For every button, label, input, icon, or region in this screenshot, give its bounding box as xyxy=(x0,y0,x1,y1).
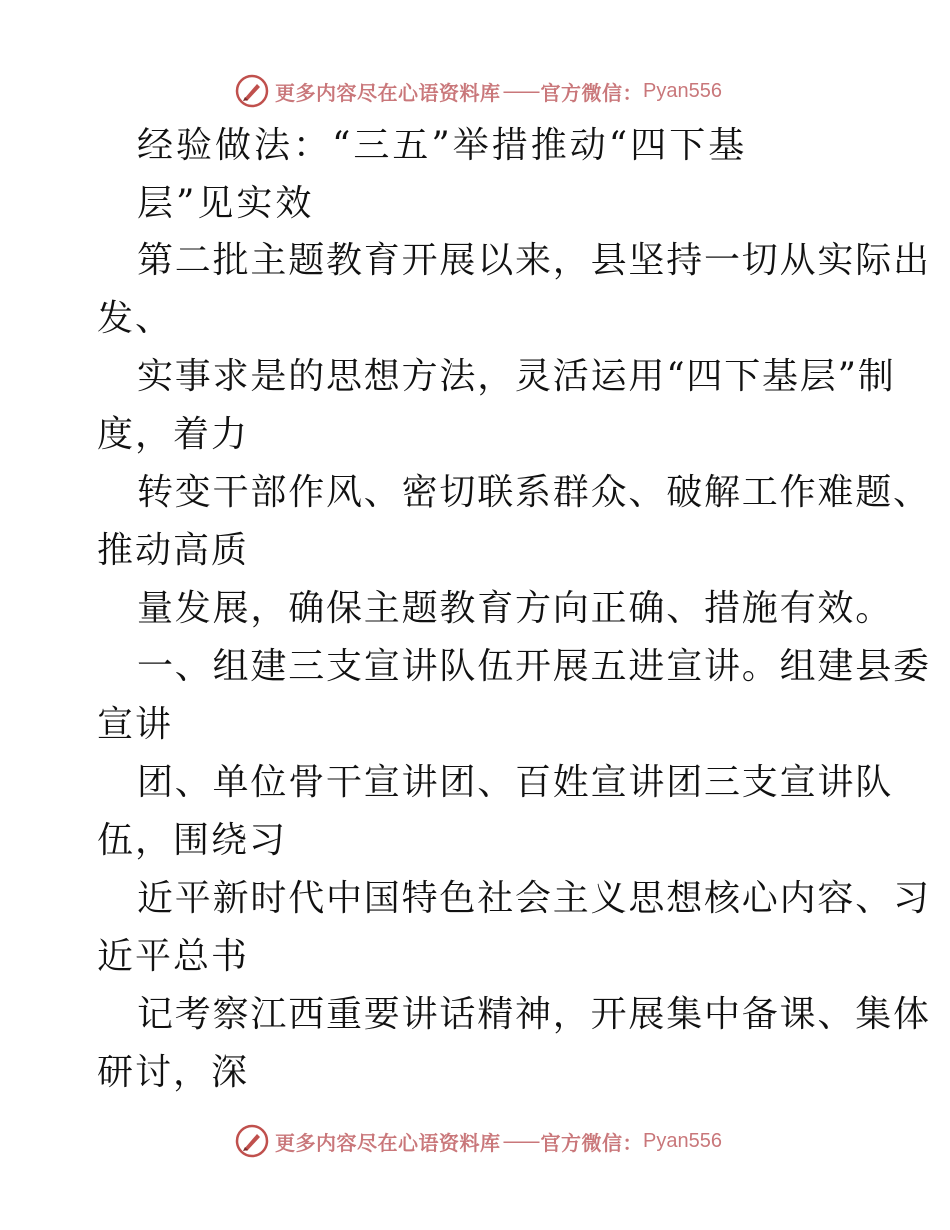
paragraph-line: 实事求是的思想方法，灵活运用“四下基层”制 xyxy=(137,356,896,397)
paragraph-line: 近平新时代中国特色社会主义思想核心内容、习 xyxy=(137,878,931,919)
footer-watermark xyxy=(235,1121,722,1161)
watermark-label: 官方微信： xyxy=(540,80,643,105)
section-heading-line: 一、组建三支宣讲队伍开展五进宣讲。组建县委 xyxy=(137,646,931,687)
paragraph-line: 近平总书 xyxy=(97,936,250,977)
paragraph-line: 伍，围绕习 xyxy=(97,820,288,861)
watermark-text: 更多内容尽在心语资料库 xyxy=(275,1130,501,1155)
paragraph-line: 转变干部作风、密切联系群众、破解工作难题、 xyxy=(137,472,931,513)
watermark-wechat-id: Pyan556 xyxy=(643,79,722,102)
paragraph-line: 记考察江西重要讲话精神，开展集中备课、集体 xyxy=(137,994,931,1035)
paragraph-line: 研讨，深 xyxy=(97,1052,250,1093)
watermark-separator: —— xyxy=(502,79,539,103)
paragraph-line: 量发展，确保主题教育方向正确、措施有效。 xyxy=(137,588,894,629)
paragraph-line: 团、单位骨干宣讲团、百姓宣讲团三支宣讲队 xyxy=(137,762,894,803)
paragraph-line: 度，着力 xyxy=(97,414,250,455)
document-title-line-1: 经验做法：“三五”举措推动“四下基 xyxy=(137,125,748,166)
watermark-text: 更多内容尽在心语资料库 xyxy=(275,80,501,105)
paragraph-line: 第二批主题教育开展以来，县坚持一切从实际出 xyxy=(137,240,931,281)
watermark-label: 官方微信： xyxy=(540,1130,643,1155)
document-title-line-2: 层”见实效 xyxy=(137,183,315,224)
watermark-wechat-id: Pyan556 xyxy=(643,1129,722,1152)
paragraph-line: 推动高质 xyxy=(97,530,250,571)
watermark-separator: —— xyxy=(502,1129,539,1153)
paragraph-line: 发、 xyxy=(97,298,174,339)
pen-logo-icon xyxy=(235,1124,269,1158)
paragraph-line: 宣讲 xyxy=(97,704,174,745)
